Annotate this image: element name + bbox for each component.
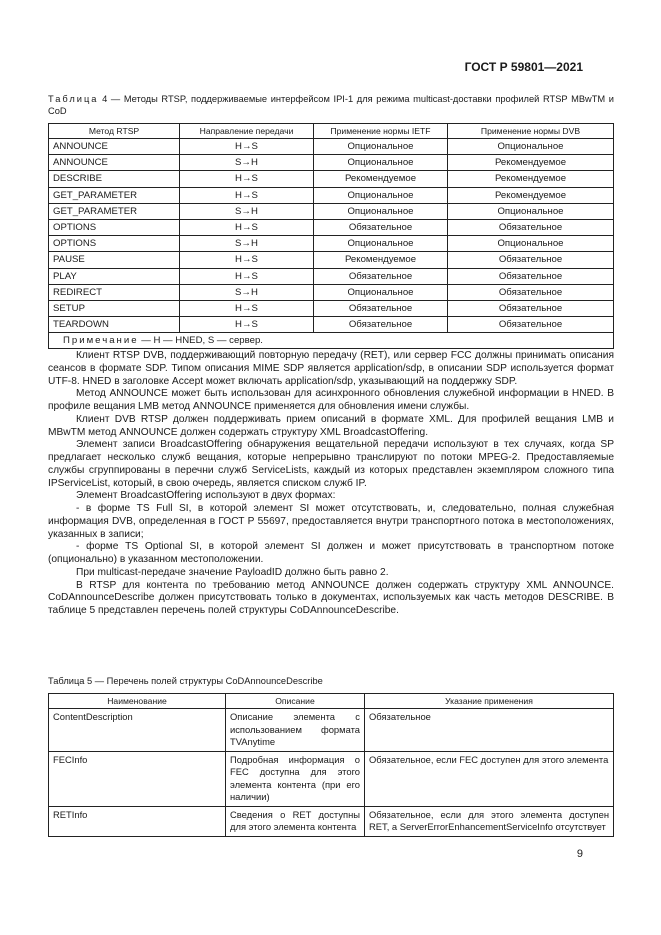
table-row xyxy=(49,806,614,836)
table-row xyxy=(49,284,614,300)
column-header: Описание xyxy=(226,694,365,709)
table-cell: OPTIONS xyxy=(49,236,180,252)
table-cell: H→S xyxy=(180,219,314,235)
column-header: Направление передачи xyxy=(180,124,314,139)
table-cell: Обязательное xyxy=(448,268,614,284)
table-cell: Опциональное xyxy=(314,139,448,155)
column-header: Метод RTSP xyxy=(49,124,180,139)
table-cell: Обязательное xyxy=(448,284,614,300)
rtsp-methods-table xyxy=(48,123,614,349)
paragraph: Элемент BroadcastOffering используют в двух формах: xyxy=(76,490,336,502)
table-cell: Опциональное xyxy=(448,139,614,155)
table-cell: OPTIONS xyxy=(49,219,180,235)
table-cell: H→S xyxy=(180,300,314,316)
table-cell: Обязательное xyxy=(448,252,614,268)
table-cell: Опциональное xyxy=(314,203,448,219)
paragraph: - в форме TS Full SI, в которой элемент SI может отсутствовать, и, следовательно, полная служебная информация DVB, определенная в ГОСТ Р 55697, предоставляется внутри транспортного потока в местоположениях, указанных в записи; xyxy=(48,503,614,540)
table-cell: Рекомендуемое xyxy=(314,252,448,268)
paragraph: - форме TS Optional SI, в которой элемент SI должен и может присутствовать в транспортном потоке (опционально) в указанном местоположении. xyxy=(48,541,614,565)
table-cell: H→S xyxy=(180,187,314,203)
table-row xyxy=(49,236,614,252)
table-cell: ANNOUNCE xyxy=(49,155,180,171)
table-cell: Опциональное xyxy=(314,187,448,203)
table-cell: FECInfo xyxy=(49,751,226,806)
table-row xyxy=(49,139,614,155)
table-row xyxy=(49,751,614,806)
table-cell: RETInfo xyxy=(49,806,226,836)
table-cell: Подробная информация о FEC доступна для этого элемента контента (при его наличии) xyxy=(226,751,365,806)
table-row xyxy=(49,171,614,187)
table-cell: Обязательное xyxy=(448,219,614,235)
table-cell: Обязательное xyxy=(448,300,614,316)
table-cell: H→S xyxy=(180,252,314,268)
table-cell: Опциональное xyxy=(448,203,614,219)
paragraph: Элемент записи BroadcastOffering обнаружения вещательной передачи используют в тех случаях, когда SP предлагает несколько служб вещания, которые непрерывно транслируют по потоки MPEG-2. Предоставляемые службы сгруппированы в перечни служб ServiceLists, каждый из которых представлен экземпляром сложного типа IPServiceList, который, в свою очередь, является списком служб IP. xyxy=(48,439,614,489)
table-cell: Обязательное xyxy=(314,219,448,235)
table-row xyxy=(49,317,614,333)
body-text xyxy=(48,350,614,618)
table4-caption: Таблица 4 — Методы RTSP, поддерживаемые интерфейсом IPI-1 для режима multicast-доставки профилей RTSP MBwTM и CoD xyxy=(48,94,614,116)
table-cell: Опциональное xyxy=(314,284,448,300)
table-row xyxy=(49,268,614,284)
paragraph: Клиент RTSP DVB, поддерживающий повторную передачу (RET), или сервер FCC должны принимать описания сеансов в формате SDP. Типом описания MIME SDP является application/sdp, в описании SDP используется формат UTF-8. HNED в заголовке Accept может включать application/sdp, указывающий на поддержку SDP. xyxy=(48,350,614,387)
table-row xyxy=(49,300,614,316)
table-cell: S→H xyxy=(180,236,314,252)
table5-caption: Таблица 5 — Перечень полей структуры CoDAnnounceDescribe xyxy=(48,676,323,686)
table-cell: Опциональное xyxy=(448,236,614,252)
table-cell: Сведения о RET доступны для этого элемента контента xyxy=(226,806,365,836)
table-cell: S→H xyxy=(180,284,314,300)
table-cell: REDIRECT xyxy=(49,284,180,300)
table-row xyxy=(49,252,614,268)
table4-note: Примечание — H — HNED, S — сервер. xyxy=(49,333,614,349)
table-cell: Обязательное xyxy=(314,317,448,333)
table-header-row xyxy=(49,694,614,709)
table-cell: Обязательное, если для этого элемента доступен RET, а ServerErrorEnhancementServiceInfo отсутствует xyxy=(365,806,614,836)
column-header: Наименование xyxy=(49,694,226,709)
table-cell: Опциональное xyxy=(314,236,448,252)
paragraph: Метод ANNOUNCE может быть использован для асинхронного обновления служебной информации в HNED. В профиле вещания LMB метод ANNOUNCE применяется для обновления имени службы. xyxy=(48,388,614,412)
table-cell: Рекомендуемое xyxy=(448,187,614,203)
table-cell: Обязательное xyxy=(365,709,614,752)
coddescribe-fields-table xyxy=(48,693,614,837)
column-header: Применение нормы IETF xyxy=(314,124,448,139)
page-number: 9 xyxy=(576,848,583,860)
standard-number: ГОСТ Р 59801—2021 xyxy=(464,60,583,74)
table-cell: Обязательное xyxy=(314,300,448,316)
table-cell: Опциональное xyxy=(314,155,448,171)
column-header: Указание применения xyxy=(365,694,614,709)
table-cell: Обязательное xyxy=(314,268,448,284)
table-cell: TEARDOWN xyxy=(49,317,180,333)
table-row xyxy=(49,709,614,752)
table-cell: Рекомендуемое xyxy=(448,171,614,187)
column-header: Применение нормы DVB xyxy=(448,124,614,139)
table-cell: GET_PARAMETER xyxy=(49,203,180,219)
table-cell: ContentDescription xyxy=(49,709,226,752)
table-cell: S→H xyxy=(180,155,314,171)
table-cell: S→H xyxy=(180,203,314,219)
table-cell: H→S xyxy=(180,139,314,155)
table-cell: PAUSE xyxy=(49,252,180,268)
table-cell: Рекомендуемое xyxy=(448,155,614,171)
paragraph: При multicast-передаче значение PayloadID должно быть равно 2. xyxy=(76,566,389,578)
table-cell: PLAY xyxy=(49,268,180,284)
table-cell: Обязательное, если FEC доступен для этого элемента xyxy=(365,751,614,806)
table-cell: SETUP xyxy=(49,300,180,316)
table-cell: H→S xyxy=(180,268,314,284)
table-cell: DESCRIBE xyxy=(49,171,180,187)
table-row xyxy=(49,155,614,171)
table-row xyxy=(49,187,614,203)
paragraph: В RTSP для контента по требованию метод ANNOUNCE должен содержать структуру XML ANNOUNCE. CoDAnnounceDescribe должен присутствовать только в документах, используемых как часть методов DESCRIBE. В таблице 5 представлен перечень полей структуры CoDAnnounceDescribe. xyxy=(48,579,614,616)
table-cell: Рекомендуемое xyxy=(314,171,448,187)
table-cell: Описание элемента с использованием формата TVAnytime xyxy=(226,709,365,752)
table-cell: ANNOUNCE xyxy=(49,139,180,155)
paragraph: Клиент DVB RTSP должен поддерживать прием описаний в формате XML. Для профилей вещания LMB и MBwTM метод ANNOUNCE должен содержать структуру XML BroadcastOffering. xyxy=(48,413,614,438)
table-header-row xyxy=(49,124,614,139)
table-cell: H→S xyxy=(180,317,314,333)
table-row xyxy=(49,219,614,235)
table-cell: Обязательное xyxy=(448,317,614,333)
table-row xyxy=(49,203,614,219)
table-cell: H→S xyxy=(180,171,314,187)
table-cell: GET_PARAMETER xyxy=(49,187,180,203)
